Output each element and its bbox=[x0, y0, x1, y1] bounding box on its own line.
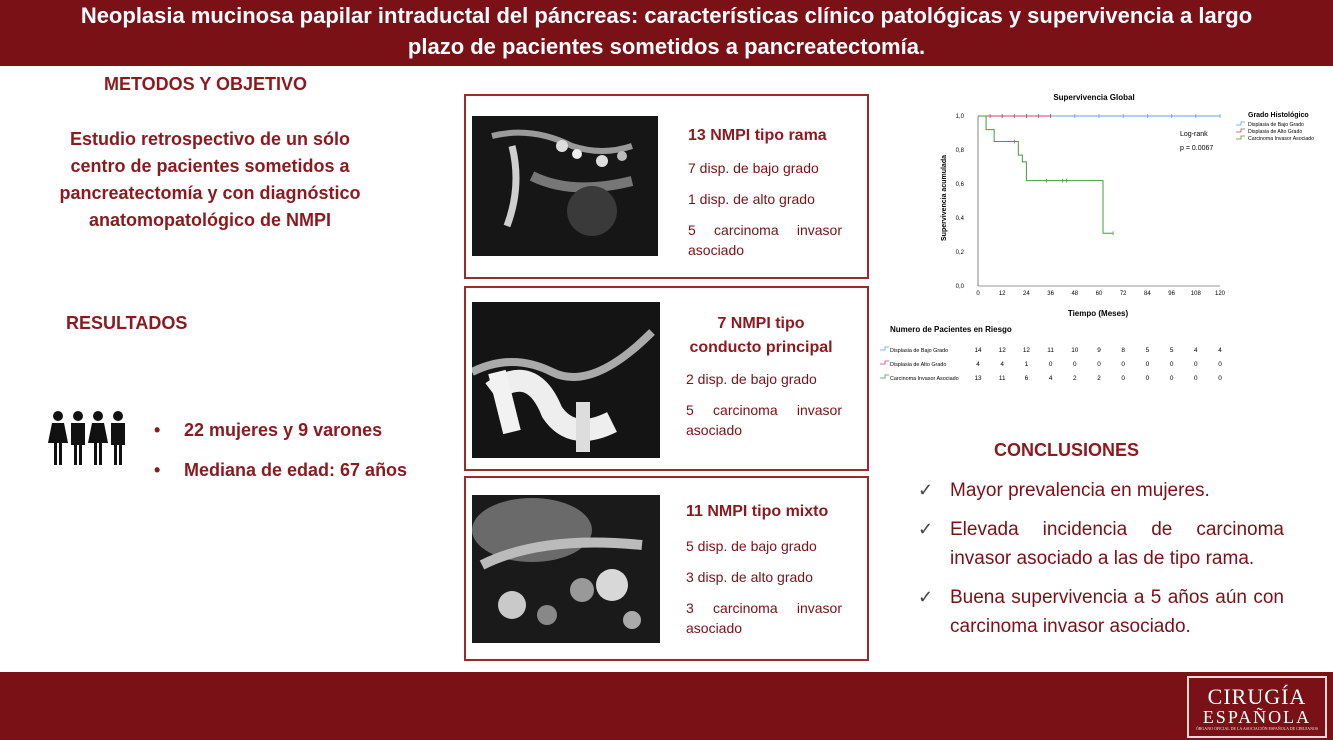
risk-cell: 11 bbox=[1047, 347, 1054, 354]
risk-cell: 2 bbox=[1073, 375, 1077, 382]
p-value-label: p = 0.0067 bbox=[1180, 145, 1214, 152]
conclusion-text: Buena supervivencia a 5 años aún con carcinoma invasor asociado. bbox=[950, 587, 1284, 637]
survival-chart bbox=[930, 90, 1330, 330]
results-bullet: • 22 mujeres y 9 varones bbox=[150, 410, 407, 450]
conclusion-item bbox=[918, 476, 1284, 505]
risk-cell: 10 bbox=[1071, 347, 1079, 354]
legend-title: Grado Histológico bbox=[1248, 112, 1309, 119]
x-tick-label: 24 bbox=[1023, 291, 1030, 297]
results-title: RESULTADOS bbox=[66, 313, 188, 333]
box-title: 7 NMPI tipo conducto principal bbox=[689, 315, 833, 356]
conclusions-title: CONCLUSIONES bbox=[994, 440, 1140, 460]
risk-row-label: Displasia de Alto Grado bbox=[890, 362, 947, 368]
mri-image-conducto bbox=[472, 302, 660, 458]
risk-cell: 4 bbox=[1048, 375, 1053, 382]
x-tick-label: 108 bbox=[1190, 291, 1201, 297]
legend-label: Carcinoma Invasor Asociado bbox=[1248, 136, 1315, 142]
poster-title-line-1: Neoplasia mucinosa papilar intraductal del páncreas: características clínico patológicas y supervivencia a largo bbox=[80, 3, 1253, 28]
risk-cell: 6 bbox=[1024, 375, 1029, 382]
legend-label: Displasia de Alto Grado bbox=[1248, 129, 1303, 135]
logo-line-2: ESPAÑOLA bbox=[1202, 707, 1312, 727]
y-tick-label: 0,0 bbox=[955, 284, 964, 290]
x-tick-label: 96 bbox=[1168, 291, 1175, 297]
risk-cell: 12 bbox=[998, 347, 1006, 354]
risk-cell: 0 bbox=[1121, 361, 1125, 368]
risk-cell: 2 bbox=[1097, 375, 1101, 382]
box-item: 3 disp. de alto grado bbox=[686, 569, 813, 585]
box-item: 5 carcinoma invasor asociado bbox=[686, 402, 842, 438]
checkmark-icon: ✓ bbox=[918, 480, 934, 500]
nmpi-mixto-box bbox=[464, 476, 869, 661]
logo-line-3: ÓRGANO OFICIAL DE LA ASOCIACIÓN ESPAÑOLA DE CIRUJANOS bbox=[1195, 726, 1319, 731]
risk-cell: 0 bbox=[1145, 375, 1150, 382]
box-item: 7 disp. de bajo grado bbox=[688, 160, 819, 176]
risk-row-swatch bbox=[880, 347, 889, 350]
risk-cell: 4 bbox=[1218, 347, 1222, 354]
logrank-label: Log-rank bbox=[1180, 131, 1208, 138]
conclusion-text: Elevada incidencia de carcinoma invasor asociado a las de tipo rama. bbox=[950, 519, 1284, 569]
risk-cell: 12 bbox=[1022, 347, 1030, 354]
chart-title: Supervivencia Global bbox=[1053, 93, 1135, 102]
results-bullets bbox=[150, 410, 407, 490]
footer-bar bbox=[0, 672, 1333, 740]
legend-swatch bbox=[1236, 122, 1245, 125]
box-item: 5 carcinoma invasor asociado bbox=[688, 222, 842, 258]
box-title: 13 NMPI tipo rama bbox=[688, 127, 827, 144]
risk-cell: 0 bbox=[1169, 361, 1174, 368]
conclusion-item bbox=[918, 515, 1284, 573]
risk-cell: 0 bbox=[1194, 361, 1198, 368]
risk-cell: 1 bbox=[1024, 361, 1029, 368]
nmpi-rama-box bbox=[464, 94, 869, 279]
mri-image-rama bbox=[472, 116, 658, 256]
risk-row-swatch bbox=[880, 375, 889, 378]
methods-text: Estudio retrospectivo de un sólo centro de pacientes sometidos a pancreatectomía y con diagnóstico anatomopatológico de NMPI bbox=[59, 129, 361, 230]
legend-swatch bbox=[1236, 129, 1245, 132]
methods-title: METODOS Y OBJETIVO bbox=[104, 74, 308, 94]
x-tick-label: 84 bbox=[1144, 291, 1151, 297]
y-axis-label: Supervivencia acumulada bbox=[941, 155, 948, 241]
x-tick-label: 36 bbox=[1047, 291, 1054, 297]
journal-logo bbox=[1187, 676, 1327, 738]
risk-cell: 4 bbox=[1000, 361, 1004, 368]
risk-cell: 0 bbox=[1145, 361, 1150, 368]
risk-cell: 0 bbox=[1121, 375, 1125, 382]
series-line-2 bbox=[978, 116, 1113, 233]
x-tick-label: 120 bbox=[1214, 291, 1226, 297]
x-tick-label: 72 bbox=[1119, 291, 1127, 297]
risk-cell: 14 bbox=[974, 347, 982, 354]
poster-title-line-2: plazo de pacientes sometidos a pancreatectomía. bbox=[407, 34, 926, 59]
conclusion-text: Mayor prevalencia en mujeres. bbox=[950, 480, 1210, 501]
risk-cell: 8 bbox=[1121, 347, 1125, 354]
y-tick-label: 0,2 bbox=[955, 250, 964, 256]
risk-cell: 11 bbox=[998, 375, 1006, 382]
results-bullet: • Mediana de edad: 67 años bbox=[150, 450, 407, 490]
people-group-icon bbox=[48, 410, 130, 468]
box-item: 2 disp. de bajo grado bbox=[686, 371, 817, 387]
risk-cell: 0 bbox=[1218, 375, 1222, 382]
risk-cell: 0 bbox=[1097, 361, 1101, 368]
checkmark-icon: ✓ bbox=[918, 519, 934, 539]
risk-row-label: Carcinoma Invasor Asociado bbox=[890, 376, 959, 382]
nmpi-conducto-box bbox=[464, 286, 869, 471]
y-tick-label: 0,4 bbox=[955, 216, 964, 222]
x-axis-label: Tiempo (Meses) bbox=[1067, 309, 1129, 318]
conclusions-list bbox=[918, 476, 1284, 651]
risk-row-label: Displasia de Bajo Grado bbox=[890, 348, 949, 354]
x-tick-label: 60 bbox=[1095, 291, 1103, 297]
risk-cell: 0 bbox=[1169, 375, 1174, 382]
risk-row-swatch bbox=[880, 361, 889, 364]
risk-cell: 5 bbox=[1169, 347, 1174, 354]
y-tick-label: 1,0 bbox=[955, 114, 964, 120]
y-tick-label: 0,8 bbox=[955, 148, 964, 154]
risk-cell: 5 bbox=[1145, 347, 1150, 354]
box-title: 11 NMPI tipo mixto bbox=[686, 503, 829, 520]
ct-image-mixto bbox=[472, 495, 660, 643]
risk-cell: 0 bbox=[1073, 361, 1077, 368]
risk-table bbox=[880, 322, 1330, 392]
box-item: 3 carcinoma invasor asociado bbox=[686, 600, 842, 636]
legend-swatch bbox=[1236, 136, 1245, 139]
risk-cell: 13 bbox=[974, 375, 982, 382]
risk-cell: 0 bbox=[1218, 361, 1222, 368]
risk-cell: 0 bbox=[1048, 361, 1053, 368]
box-item: 1 disp. de alto grado bbox=[688, 191, 815, 207]
logo-line-1: CIRUGÍA bbox=[1207, 684, 1307, 709]
risk-cell: 0 bbox=[1194, 375, 1198, 382]
checkmark-icon: ✓ bbox=[918, 587, 934, 607]
title-banner bbox=[0, 0, 1333, 66]
risk-table-title: Numero de Pacientes en Riesgo bbox=[890, 325, 1012, 334]
x-tick-label: 0 bbox=[976, 291, 980, 297]
x-tick-label: 48 bbox=[1071, 291, 1079, 297]
risk-cell: 4 bbox=[1194, 347, 1198, 354]
y-tick-label: 0,6 bbox=[955, 182, 964, 188]
conclusion-item bbox=[918, 583, 1284, 641]
x-tick-label: 12 bbox=[998, 291, 1006, 297]
risk-cell: 9 bbox=[1097, 347, 1101, 354]
risk-cell: 4 bbox=[976, 361, 980, 368]
legend-label: Displasia de Bajo Grado bbox=[1248, 122, 1304, 128]
box-item: 5 disp. de bajo grado bbox=[686, 538, 817, 554]
